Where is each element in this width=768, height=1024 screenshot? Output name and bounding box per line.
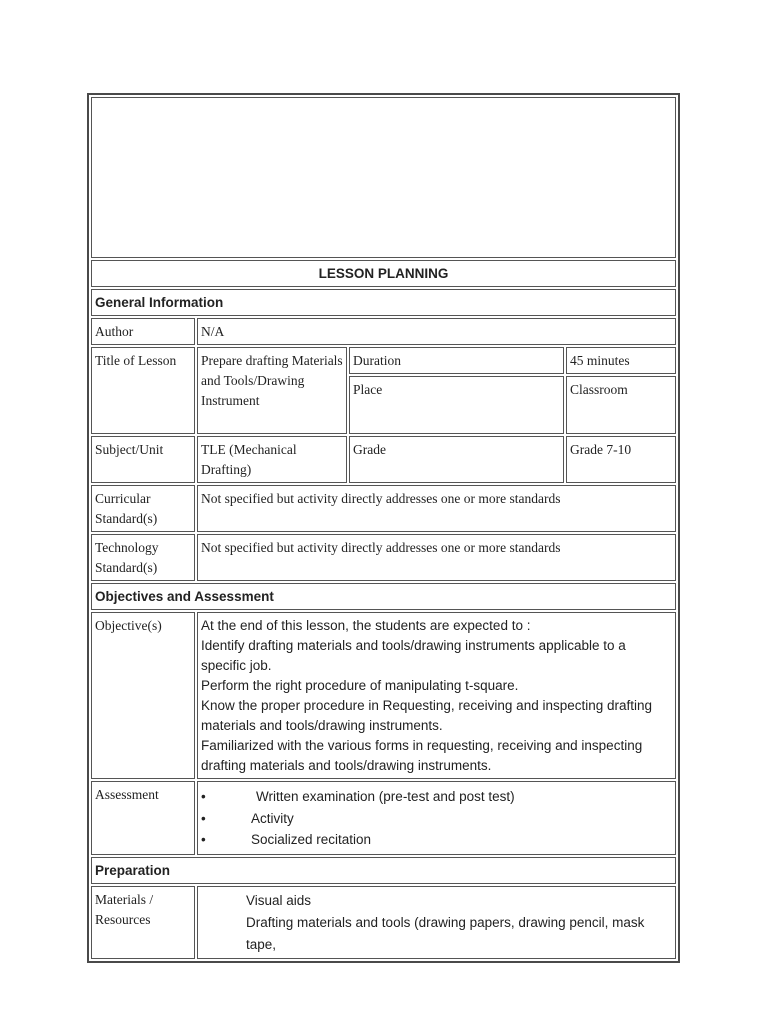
- materials-resources-content: [197, 886, 676, 959]
- title-of-lesson-label: Title of Lesson: [91, 347, 195, 434]
- assessment-item: Socialized recitation: [251, 832, 372, 847]
- duration-label: Duration: [349, 347, 564, 374]
- assessment-content: [197, 781, 676, 855]
- section-preparation: Preparation: [91, 857, 676, 884]
- technology-standards-label: Technology Standard(s): [91, 534, 195, 581]
- title-of-lesson-value: Prepare drafting Materials and Tools/Drawing Instrument: [197, 347, 347, 434]
- section-objectives-and-assessment: Objectives and Assessment: [91, 583, 676, 610]
- objectives-content: [197, 612, 676, 779]
- curricular-standards-value: Not specified but activity directly addresses one or more standards: [197, 485, 676, 532]
- objectives-label: Objective(s): [91, 612, 195, 779]
- subject-unit-label: Subject/Unit: [91, 436, 195, 483]
- assessment-item: Written examination (pre-test and post test): [256, 789, 515, 804]
- curricular-standards-label: Curricular Standard(s): [91, 485, 195, 532]
- objective-line: Familiarized with the various forms in requesting, receiving and inspecting drafting materials and tools/drawing instruments.: [201, 738, 643, 773]
- objective-line: At the end of this lesson, the students are expected to :: [201, 618, 531, 633]
- subject-unit-value: TLE (Mechanical Drafting): [197, 436, 347, 483]
- section-general-information: General Information: [91, 289, 676, 316]
- list-item: [201, 787, 672, 809]
- assessment-item: Activity: [251, 810, 294, 826]
- materials-resources-label: Materials / Resources: [91, 886, 195, 959]
- bullet: •: [201, 832, 206, 847]
- author-label: Author: [91, 318, 195, 345]
- list-item: Drafting materials and tools (drawing papers, drawing pencil, mask tape,: [246, 914, 645, 952]
- list-item: [201, 809, 672, 831]
- assessment-label: Assessment: [91, 781, 195, 855]
- bullet: •: [201, 810, 206, 826]
- objective-line: Identify drafting materials and tools/drawing instruments applicable to a specific job.: [201, 638, 626, 673]
- objective-line: Know the proper procedure in Requesting, receiving and inspecting drafting materials and tools/drawing instruments.: [201, 698, 653, 733]
- page-title: LESSON PLANNING: [91, 260, 676, 287]
- technology-standards-value: Not specified but activity directly addresses one or more standards: [197, 534, 676, 581]
- grade-value: Grade 7-10: [566, 436, 676, 483]
- grade-label: Grade: [349, 436, 564, 483]
- author-value: N/A: [197, 318, 676, 345]
- bullet: •: [201, 789, 206, 804]
- place-label: Place: [349, 376, 564, 434]
- place-value: Classroom: [566, 376, 676, 434]
- objective-line: Perform the right procedure of manipulating t-square.: [201, 678, 519, 693]
- list-item: Visual aids: [246, 892, 312, 908]
- blank-header-area: [91, 97, 676, 258]
- duration-value: 45 minutes: [566, 347, 676, 374]
- lesson-plan-table: [87, 93, 680, 963]
- list-item: [201, 830, 672, 852]
